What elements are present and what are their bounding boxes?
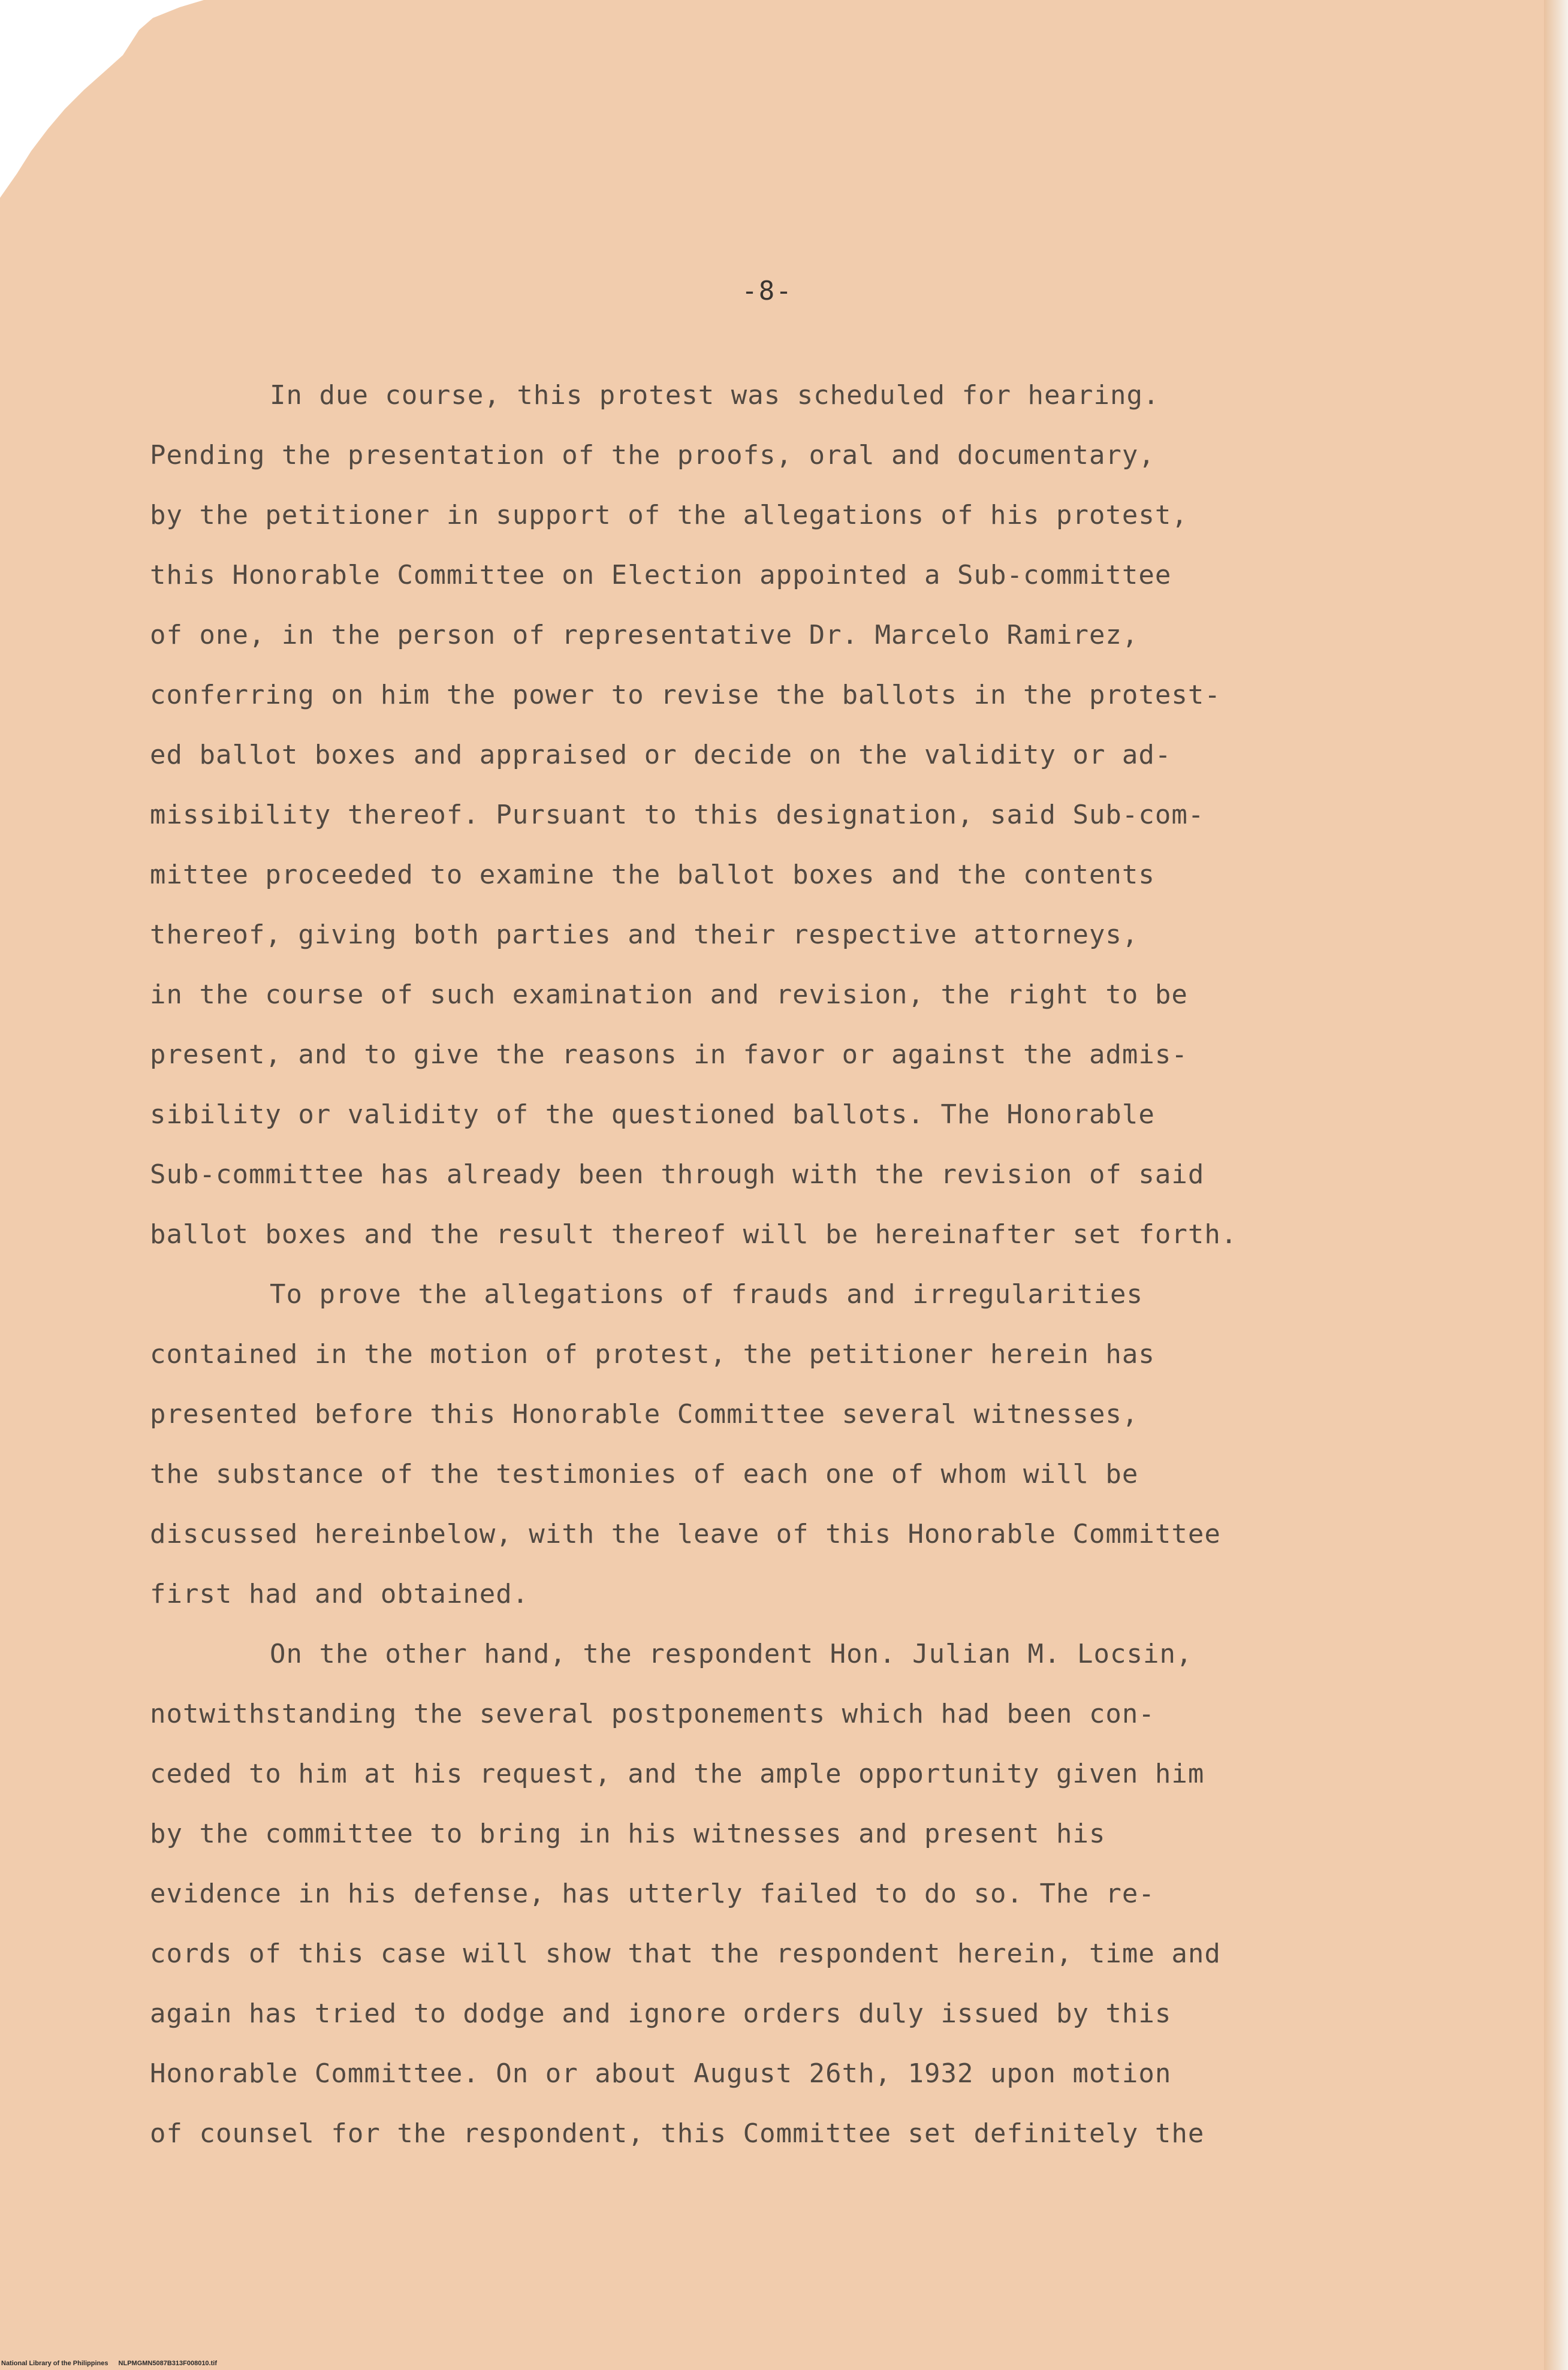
text-line: conferring on him the power to revise the ballots in the protest-: [150, 680, 1221, 710]
text-line: cords of this case will show that the respondent herein, time and: [150, 1938, 1221, 1969]
text-line: of counsel for the respondent, this Committee set definitely the: [150, 2118, 1205, 2149]
text-line: of one, in the person of representative Dr. Marcelo Ramirez,: [150, 620, 1139, 650]
text-line: thereof, giving both parties and their respective attorneys,: [150, 919, 1139, 950]
text-line: again has tried to dodge and ignore orders duly issued by this: [150, 1998, 1172, 2029]
text-line: On the other hand, the respondent Hon. Julian M. Locsin,: [270, 1639, 1193, 1669]
text-line: Honorable Committee. On or about August 26th, 1932 upon motion: [150, 2058, 1172, 2089]
text-line: in the course of such examination and revision, the right to be: [150, 979, 1188, 1010]
text-line: missibility thereof. Pursuant to this designation, said Sub-com-: [150, 800, 1205, 830]
file-id: NLPMGMN5087B313F008010.tif: [118, 2360, 217, 2367]
text-line: To prove the allegations of frauds and irregularities: [270, 1279, 1143, 1310]
page-edge: [1544, 0, 1568, 2370]
text-line: by the committee to bring in his witnesses and present his: [150, 1819, 1106, 1849]
text-line: Pending the presentation of the proofs, oral and documentary,: [150, 440, 1155, 471]
scan-footer: [1, 2357, 225, 2370]
page-number: -8-: [741, 276, 793, 306]
library-credit: National Library of the Philippines: [1, 2360, 108, 2367]
text-line: contained in the motion of protest, the petitioner herein has: [150, 1339, 1155, 1370]
text-line: by the petitioner in support of the allegations of his protest,: [150, 500, 1188, 530]
text-line: ceded to him at his request, and the ample opportunity given him: [150, 1759, 1205, 1789]
text-line: discussed hereinbelow, with the leave of this Honorable Committee: [150, 1519, 1221, 1549]
text-line: evidence in his defense, has utterly failed to do so. The re-: [150, 1878, 1155, 1909]
text-line: mittee proceeded to examine the ballot boxes and the contents: [150, 860, 1155, 890]
text-line: ballot boxes and the result thereof will be hereinafter set forth.: [150, 1219, 1238, 1250]
text-line: sibility or validity of the questioned ballots. The Honorable: [150, 1099, 1155, 1130]
body-text: [150, 366, 1355, 2164]
text-line: the substance of the testimonies of each one of whom will be: [150, 1459, 1139, 1489]
text-line: this Honorable Committee on Election appointed a Sub-committee: [150, 560, 1172, 590]
torn-corner: [0, 0, 204, 198]
text-line: presented before this Honorable Committee several witnesses,: [150, 1399, 1139, 1430]
text-line: notwithstanding the several postponements which had been con-: [150, 1699, 1155, 1729]
text-line: Sub-committee has already been through with the revision of said: [150, 1159, 1205, 1190]
text-line: first had and obtained.: [150, 1579, 529, 1609]
text-line: In due course, this protest was scheduled for hearing.: [270, 380, 1160, 411]
text-line: ed ballot boxes and appraised or decide on the validity or ad-: [150, 740, 1172, 770]
text-line: present, and to give the reasons in favor or against the admis-: [150, 1039, 1188, 1070]
